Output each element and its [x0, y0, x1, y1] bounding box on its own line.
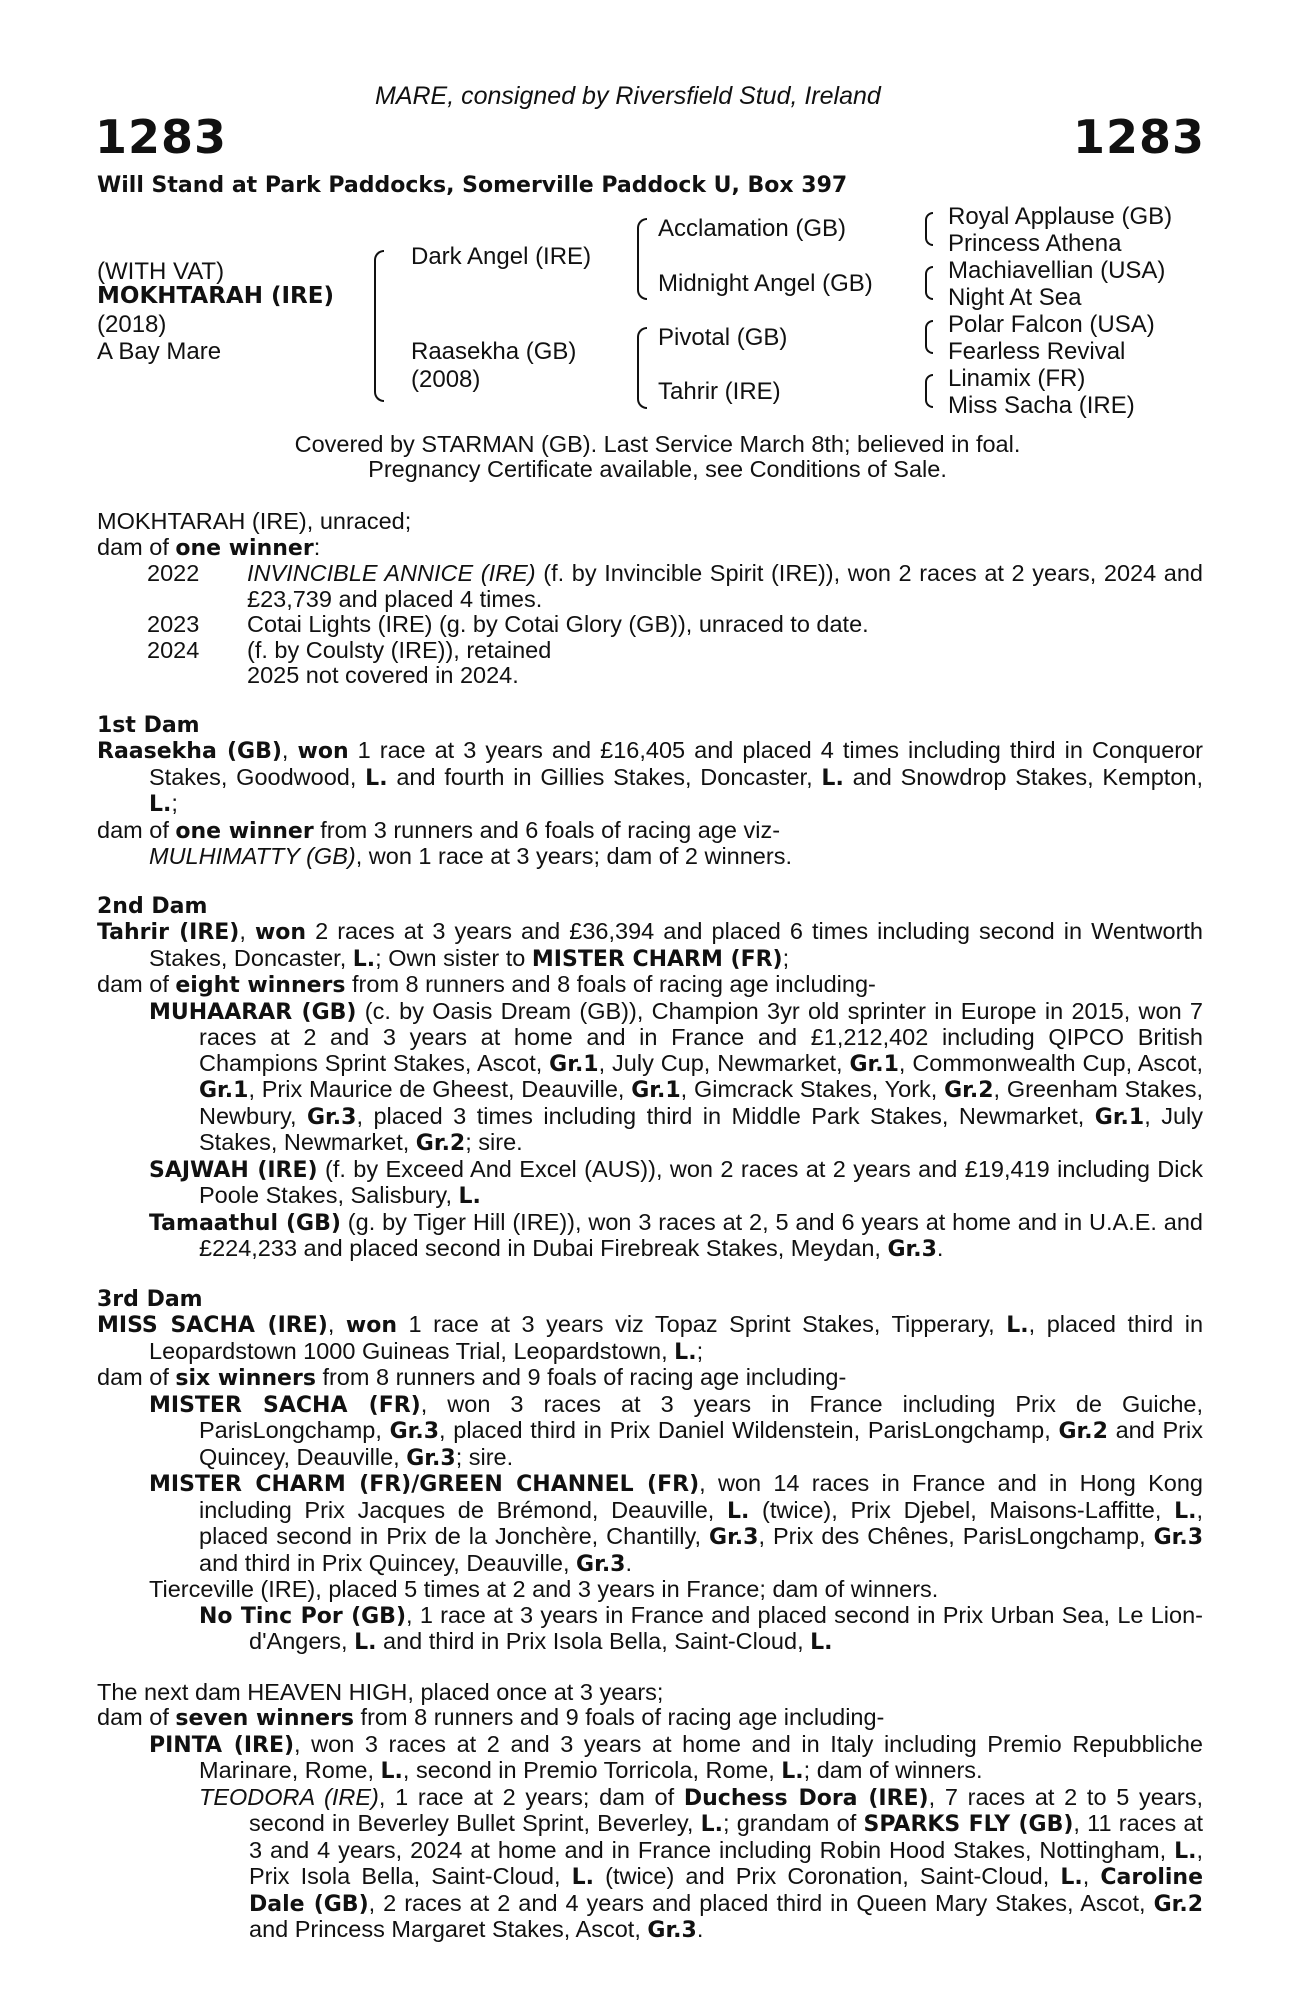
next-dam-intro: The next dam HEAVEN HIGH, placed once at 3 years; [97, 1678, 664, 1705]
dam-year: (2008) [411, 366, 481, 393]
next-dam-granddaughter-teodora: TEODORA (IRE), 1 race at 2 years; dam of Duchess Dora (IRE), 7 races at 2 to 5 years, second in Beverley Bullet Sprint, Beverley, L.; grandam of SPARKS FLY (GB), 11 races at 3 and 4 years, 2024 at home and in France including Robin Hood Stakes, Nottingham, L., Prix Isola Bella, Saint-Cloud, L. (twice) and Prix Coronation, Saint-Cloud, L., Caroline Dale (GB), 2 races at 2 and 4 years and placed third in Queen Mary Stakes, Ascot, Gr.2 and Princess Margaret Stakes, Ascot, Gr.3. [199, 1783, 1203, 1943]
horse-year: (2018) [97, 311, 167, 338]
third-dam-foal-tierceville: Tierceville (IRE), placed 5 times at 2 and 3 years in France; dam of winners. [149, 1576, 939, 1602]
brace-gen1 [374, 250, 384, 402]
third-dam-granddaughter-no-tinc-por: No Tinc Por (GB), 1 race at 3 years in France and placed second in Prix Urban Sea, Le Lion-d'Angers, L. and third in Prix Isola Bella, Saint-Cloud, L. [199, 1601, 1203, 1655]
third-dam-dam-of: dam of six winners from 8 runners and 9 foals of racing age including- [97, 1364, 847, 1391]
produce-dam-of: dam of one winner: [97, 533, 321, 561]
second-dam-foal-sajwah: SAJWAH (IRE) (f. by Exceed And Excel (AUS)), won 2 races at 2 years and £19,419 including Dick Poole Stakes, Salisbury, L. [149, 1155, 1203, 1209]
sire-sire-sire: Royal Applause (GB) [948, 203, 1173, 230]
consignor-subtitle: MARE, consigned by Riversfield Stud, Ireland [375, 82, 881, 110]
brace-sire [637, 218, 647, 300]
stand-location: Will Stand at Park Paddocks, Somerville Paddock U, Box 397 [97, 173, 848, 198]
first-dam-dam-of: dam of one winner from 3 runners and 6 foals of racing age viz- [97, 816, 781, 844]
brace-ss [925, 212, 933, 246]
catalogue-body [97, 509, 1203, 1944]
produce-row-2024: 2024 (f. by Coulsty (IRE)), retained [147, 636, 552, 663]
sire-dam: Midnight Angel (GB) [658, 270, 873, 297]
vat-label: (WITH VAT) [97, 258, 225, 285]
produce-note: 2025 not covered in 2024. [247, 662, 519, 688]
brace-dd [925, 374, 933, 408]
second-dam-foal-tamaathul: Tamaathul (GB) (g. by Tiger Hill (IRE)), won 3 races at 2, 5 and 6 years at home and in U.A.E. and £224,233 and placed second in Dubai Firebreak Stakes, Meydan, Gr.3. [149, 1208, 1203, 1262]
third-dam-foal-mister-charm: MISTER CHARM (FR)/GREEN CHANNEL (FR), won 14 races in France and in Hong Kong including Prix Jacques de Brémond, Deauville, L. (twice), Prix Djebel, Maisons-Laffitte, L., placed second in Prix de la Jonchère, Chantilly, Gr.3, Prix des Chênes, ParisLongchamp, Gr.3 and third in Prix Quincey, Deauville, Gr.3. [149, 1470, 1203, 1577]
sire-sire: Acclamation (GB) [658, 215, 847, 242]
first-dam-record: Raasekha (GB), won 1 race at 3 years and £16,405 and placed 4 times including third in Conqueror Stakes, Goodwood, L. and fourth in Gillies Stakes, Doncaster, L. and Snowdrop Stakes, Kempton, L.; [97, 737, 1203, 817]
third-dam-record: MISS SACHA (IRE), won 1 race at 3 years viz Topaz Sprint Stakes, Tipperary, L., placed third in Leopardstown 1000 Guineas Trial, Leopardstown, L.; [97, 1311, 1204, 1365]
produce-intro: MOKHTARAH (IRE), unraced; [97, 508, 412, 534]
dam: Raasekha (GB) [411, 338, 577, 365]
produce-row-2022: 2022 INVINCIBLE ANNICE (IRE) (f. by Invincible Spirit (IRE)), won 2 races at 2 years, 2024 and £23,739 and placed 4 times. [147, 560, 1203, 612]
second-dam-foal-muhaarar: MUHAARAR (GB) (c. by Oasis Dream (GB)), Champion 3yr old sprinter in Europe in 2015, won 7 races at 2 and 3 years at home and in France and £1,212,402 including QIPCO British Champions Sprint Stakes, Ascot, Gr.1, July Cup, Newmarket, Gr.1, Commonwealth Cup, Ascot, Gr.1, Prix Maurice de Gheest, Deauville, Gr.1, Gimcrack Stakes, York, Gr.2, Greenham Stakes, Newbury, Gr.3, placed 3 times including third in Middle Park Stakes, Newmarket, Gr.1, July Stakes, Newmarket, Gr.2; sire. [149, 997, 1204, 1156]
dam-dam-dam: Miss Sacha (IRE) [948, 392, 1135, 419]
produce-row-2023: 2023 Cotai Lights (IRE) (g. by Cotai Glory (GB)), unraced to date. [147, 611, 869, 637]
dam-dam-sire: Linamix (FR) [948, 365, 1086, 392]
brace-sd [925, 266, 933, 300]
second-dam-record: Tahrir (IRE), won 2 races at 3 years and £36,394 and placed 6 times including second in Wentworth Stakes, Doncaster, L.; Own sister to MISTER CHARM (FR); [97, 918, 1204, 972]
sire-sire-dam: Princess Athena [948, 230, 1122, 257]
second-dam-dam-of: dam of eight winners from 8 runners and 8 foals of racing age including- [97, 971, 876, 998]
covering-line-1: Covered by STARMAN (GB). Last Service March 8th; believed in foal. [294, 431, 1021, 457]
horse-name: MOKHTARAH (IRE) [97, 283, 334, 309]
covering-notice [0, 432, 1315, 482]
dam-sire-sire: Polar Falcon (USA) [948, 311, 1155, 338]
brace-ds [925, 320, 933, 354]
first-dam-heading: 1st Dam [97, 712, 200, 738]
horse-description: A Bay Mare [97, 338, 222, 365]
dam-sire-dam: Fearless Revival [948, 338, 1126, 365]
lot-number-right: 1283 [1072, 110, 1205, 164]
dam-dam: Tahrir (IRE) [658, 378, 781, 405]
next-dam-foal-pinta: PINTA (IRE), won 3 races at 2 and 3 years at home and in Italy including Premio Repubbliche Marinare, Rome, L., second in Premio Torricola, Rome, L.; dam of winners. [149, 1730, 1203, 1784]
first-dam-foal: MULHIMATTY (GB), won 1 race at 3 years; dam of 2 winners. [149, 843, 792, 869]
second-dam-heading: 2nd Dam [97, 893, 208, 919]
lot-number-left: 1283 [95, 110, 228, 164]
covering-line-2: Pregnancy Certificate available, see Conditions of Sale. [368, 456, 947, 482]
third-dam-heading: 3rd Dam [97, 1286, 203, 1312]
brace-dam [637, 327, 647, 409]
sire-dam-dam: Night At Sea [948, 284, 1082, 311]
dam-sire: Pivotal (GB) [658, 324, 788, 351]
next-dam-dam-of: dam of seven winners from 8 runners and 9 foals of racing age including- [97, 1704, 885, 1731]
sire-dam-sire: Machiavellian (USA) [948, 257, 1166, 284]
sire: Dark Angel (IRE) [411, 243, 592, 270]
third-dam-foal-mister-sacha: MISTER SACHA (FR), won 3 races at 3 years in France including Prix de Guiche, ParisLongchamp, Gr.3, placed third in Prix Daniel Wildenstein, ParisLongchamp, Gr.2 and Prix Quincey, Deauville, Gr.3; sire. [149, 1390, 1204, 1471]
